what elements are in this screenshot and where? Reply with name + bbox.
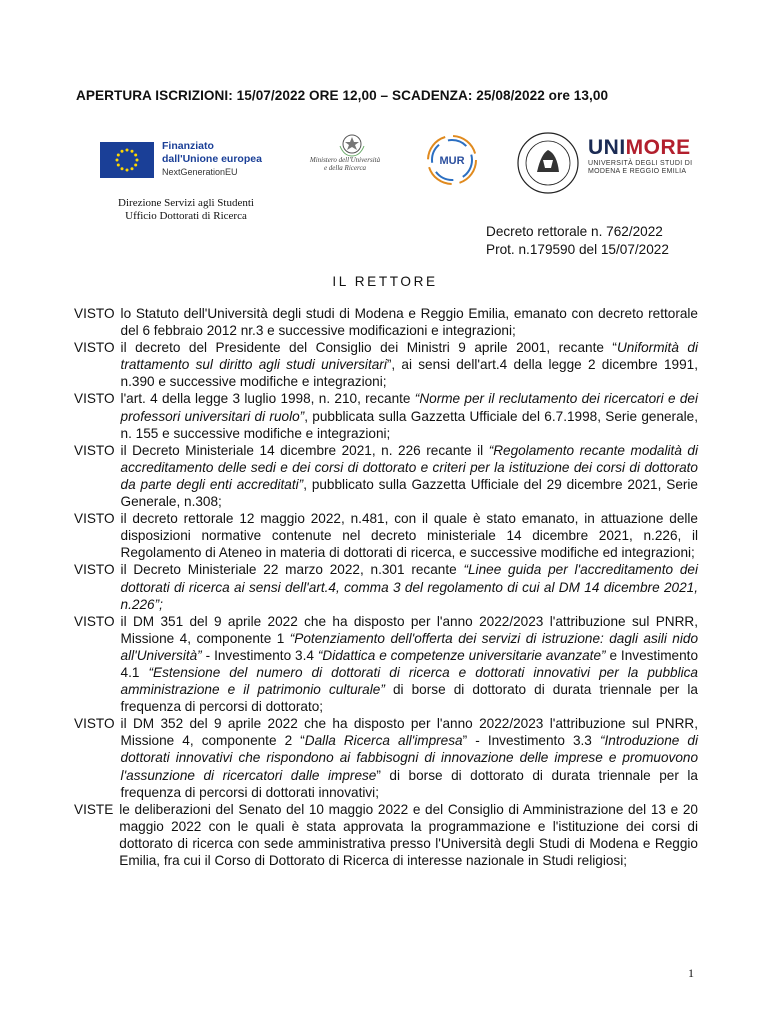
text-run: l'art. 4 della legge 3 luglio 1998, n. 210, recante [120, 391, 415, 407]
text-run: il Decreto Ministeriale 14 dicembre 2021, n. 226 recante il [120, 442, 489, 458]
visto-paragraph [74, 339, 698, 390]
paragraph-keyword: VISTO [74, 562, 115, 578]
paragraph-keyword: VISTO [74, 511, 115, 527]
document-body [74, 305, 698, 869]
text-run: il decreto rettorale 12 maggio 2022, n.481, con il quale è stato emanato, in attuazione delle disposizioni normative contenute nel decreto ministeriale 14 dicembre 2021, n.226, il Regolamento di Ateneo in materia di dottorati di ricerca, e successive modifiche ed integrazioni; [120, 511, 698, 561]
eu-line-2: dall'Unione europea [162, 153, 262, 165]
mur-label: MUR [439, 155, 465, 167]
eu-flag-icon [100, 142, 154, 178]
ministry-line-1: Ministero dell'Università [309, 156, 381, 164]
paragraph-text [121, 561, 698, 612]
office-line-2: Ufficio Dottorati di Ricerca [125, 210, 247, 222]
unimore-seal-icon [515, 130, 581, 196]
paragraph-text [121, 339, 698, 390]
text-run: ”, ai sensi dell'art.4 della legge 2 dicembre 1991, n.390 e successive modifiche e integrazioni; [120, 357, 698, 390]
text-run: - Investimento 3.4 [201, 647, 318, 663]
paragraph-text [121, 390, 698, 441]
office-line-1: Direzione Servizi agli Studenti [118, 197, 254, 209]
visto-paragraph [74, 390, 698, 441]
paragraph-keyword: VISTO [74, 306, 115, 321]
decree-block [486, 223, 669, 259]
eu-funding-label [162, 140, 262, 179]
paragraph-keyword: VISTO [74, 442, 115, 458]
text-run: il Decreto Ministeriale 22 marzo 2022, n.301 recante [120, 562, 464, 578]
paragraph-keyword: VISTO [74, 340, 115, 356]
paragraph-keyword: VISTO [74, 391, 115, 407]
paragraph-text [121, 510, 698, 561]
visto-paragraph [74, 561, 698, 612]
logo-bar [0, 128, 770, 198]
registration-deadline-line: APERTURA ISCRIZIONI: 15/07/2022 ORE 12,00 – SCADENZA: 25/08/2022 ore 13,00 [76, 88, 609, 103]
unimore-logo [588, 136, 692, 176]
visto-paragraph [74, 613, 698, 716]
mur-logo-icon [425, 133, 479, 187]
decree-protocol: Prot. n.179590 del 15/07/2022 [486, 242, 669, 257]
paragraph-text [121, 715, 698, 800]
paragraph-keyword: VISTO [74, 716, 115, 732]
italic-citation: “Linee guida per l'accreditamento dei dottorati di ricerca ai sensi dell'art.4, comma 3 del regolamento di cui al DM 14 dicembre 2021, n.226”; [120, 562, 698, 612]
visto-paragraph [74, 510, 698, 561]
paragraph-text [121, 613, 698, 716]
paragraph-text [121, 442, 698, 510]
visto-paragraph [74, 715, 698, 800]
text-run: , pubblicato sulla Gazzetta Ufficiale del 29 dicembre 2021, Serie Generale, n.308; [120, 476, 698, 510]
paragraph-text [119, 801, 698, 869]
text-run: il DM 352 del 9 aprile 2022 che ha disposto per l'anno 2022/2023 l'attribuzione sul PNRR, Missione 4, componente 2 “ [120, 716, 698, 749]
italic-citation: Uniformità di trattamento sul diritto agli studi universitari [120, 340, 698, 373]
text-run: , pubblicata sulla Gazzetta Ufficiale del 6.7.1998, Serie generale, n. 155 e successive modifiche e integrazioni; [120, 408, 699, 441]
ministry-label [300, 156, 390, 172]
decree-number: Decreto rettorale n. 762/2022 [486, 224, 663, 239]
visto-paragraph [74, 801, 698, 869]
page-number: 1 [688, 966, 694, 980]
text-run: le deliberazioni del Senato del 10 maggio 2022 e del Consiglio di Amministrazione del 13 e 20 maggio 2022 con le quali è stata approvata la programmazione e l'istituzione dei corsi di dottorato di ricerca con sede amministrativa presso l'Università degli Studi di Modena e Reggio Emilia, fra cui il Corso di Dottorato di Ricerca di interesse nazionale in Studi religiosi; [119, 801, 698, 868]
text-run: il DM 351 del 9 aprile 2022 che ha disposto per l'anno 2022/2023 l'attribuzione sul PNRR, Missione 4, componente 1 [120, 613, 698, 646]
unimore-wordmark [588, 136, 692, 160]
italic-citation: “Norme per il reclutamento dei ricercatori e dei professori universitari di ruolo” [120, 391, 698, 424]
text-run: di borse di dottorato di durata triennale per la frequenza di percorsi di dottorato; [120, 682, 698, 715]
eu-line-1: Finanziato [162, 140, 214, 152]
text-run: ” di borse di dottorato di durata triennale per la frequenza di percorsi di dottorati innovativi; [120, 767, 698, 800]
paragraph-keyword: VISTE [74, 801, 114, 817]
text-run: e Investimento 4.1 [120, 647, 699, 680]
text-run: ” - Investimento 3.3 [462, 733, 600, 749]
paragraph-text [121, 305, 698, 339]
italic-citation: “Estensione del numero di dottorati di ricerca e dottorati innovativi per la pubblica amministrazione e il patrimonio culturale” [120, 664, 698, 698]
office-block [86, 197, 286, 223]
visto-paragraph [74, 442, 698, 510]
italic-citation: “Didattica e competenze universitarie avanzate” [317, 647, 606, 663]
unimore-sub-2: MODENA E REGGIO EMILIA [588, 168, 687, 175]
italic-citation: “Potenziamento dell'offerta dei servizi di istruzione: dagli asili nido all'Università” [120, 630, 699, 663]
visto-paragraph [74, 305, 698, 339]
page-title: IL RETTORE [332, 274, 438, 289]
unimore-uni: UNI [588, 136, 626, 159]
text-run: lo Statuto dell'Università degli studi di Modena e Reggio Emilia, emanato con decreto rettorale del 6 febbraio 2012 nr.3 e successive modificazioni e integrazioni; [120, 306, 698, 339]
unimore-sub-1: UNIVERSITÀ DEGLI STUDI DI [588, 160, 693, 167]
paragraph-keyword: VISTO [74, 613, 115, 629]
italic-citation: “Introduzione di dottorati innovativi che rispondono ai fabbisogni di innovazione delle imprese e promuovono l'assunzione di ricercatori dalle imprese [120, 733, 698, 783]
italic-citation: “Regolamento recante modalità di accreditamento delle sedi e dei corsi di dottorato e criteri per la istituzione dei corsi di dottorato da parte degli enti accreditati” [120, 442, 698, 492]
unimore-more: MORE [625, 136, 691, 159]
text-run: il decreto del Presidente del Consiglio dei Ministri 9 aprile 2001, recante “ [120, 340, 617, 356]
eu-line-3: NextGenerationEU [162, 167, 238, 177]
ministry-line-2: e della Ricerca [323, 164, 367, 172]
italic-citation: Dalla Ricerca all'impresa [304, 733, 463, 749]
